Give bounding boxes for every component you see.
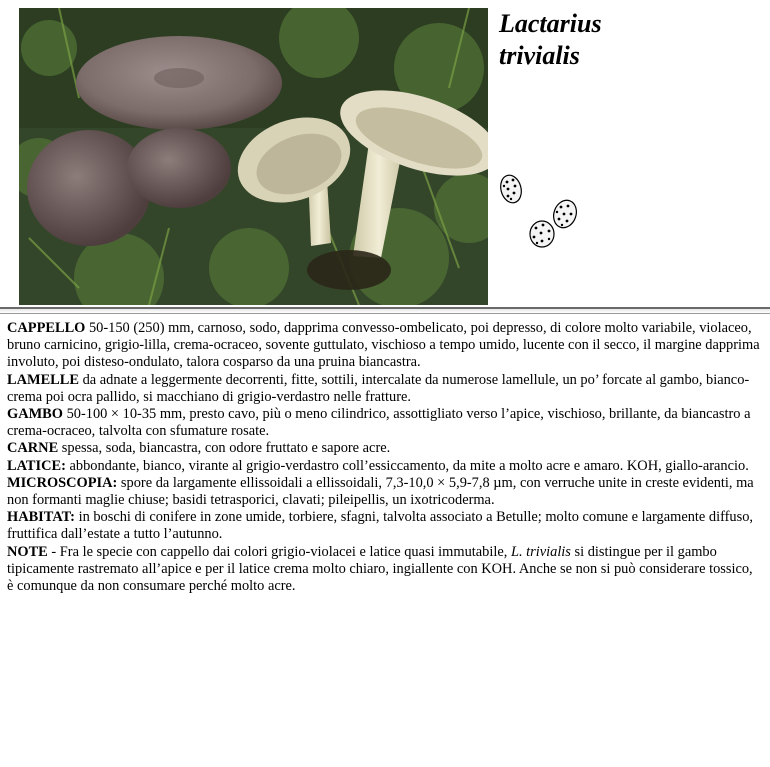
species-title [499,8,602,72]
section-latice [7,458,762,475]
mushroom-photo-icon [19,8,488,305]
section-text: in boschi di conifere in zone umide, torbiere, sfagni, talvolta associato a Betulle; molto comune e largamente diffuso, fruttifica dall’estate a tutto l’autunno. [7,509,754,543]
section-label: GAMBO [7,406,63,423]
section-gambo [7,406,762,440]
section-label: LATICE: [7,457,66,474]
section-carne [7,440,762,457]
section-label: HABITAT: [7,509,75,526]
section-label: MICROSCOPIA: [7,474,118,491]
species-name: trivialis [499,41,580,70]
section-label: CAPPELLO [7,320,86,336]
section-cappello [7,320,762,372]
section-note [7,544,762,596]
section-text: abbondante, bianco, virante al grigio-verdastro coll’essiccamento, da mite a molto acre e amaro. KOH, giallo-arancio. [65,457,749,474]
section-text: spessa, soda, biancastra, con odore fruttato e sapore acre. [58,440,391,457]
mushroom-photo [19,8,488,305]
section-lamelle [7,372,762,406]
section-text: si distingue per il gambo tipicamente rastremato all’apice e per il latice crema molto chiaro, ingiallente con KOH. Anche se non si può considerare tossico, è comunque da non consumare perché molto acre. [7,543,753,595]
divider [0,307,770,314]
section-text: 50-100 × 10-35 mm, presto cavo, più o meno cilindrico, assottigliato verso l’apice, vischioso, brillante, da biancastro a crema-ocraceo, talvolta con sfumature rosate. [7,406,751,440]
section-habitat [7,509,762,543]
genus-name: Lactarius [499,9,602,38]
section-text: - Fra le specie con cappello dai colori grigio-violacei e latice quasi immutabile, [47,543,511,560]
spore-drawing-icon [496,170,586,254]
species-abbrev: L. trivialis [510,543,571,560]
section-text: spore da largamente ellissoidali a ellissoidali, 7,3-10,0 × 5,9-7,8 µm, con verruche unite in creste evidenti, ma non formanti maglie chiuse; basidi tetrasporici, clavati; pileipellis, un ixotricoderma. [7,474,754,509]
section-microscopia [7,475,762,509]
description [7,320,762,595]
section-label: LAMELLE [7,371,79,388]
section-label: NOTE [7,543,48,560]
section-text: 50-150 (250) mm, carnoso, sodo, dapprima convesso-ombelicato, poi depresso, di colore molto variabile, violaceo, bruno carnicino, grigio-lilla, crema-ocraceo, sovente guttulato, vischioso a tempo umido, lucente con il secco, il margine dapprima involuto, poi disteso-ondulato, talora cosparso da una pruina biancastra. [7,320,760,371]
section-text: da adnate a leggermente decorrenti, fitte, sottili, intercalate da numerose lamellule, un po’ forcate al gambo, bianco-crema poi ocra pallido, si macchiano di grigio-verdastro nelle fratture. [7,371,750,405]
section-label: CARNE [7,440,59,457]
